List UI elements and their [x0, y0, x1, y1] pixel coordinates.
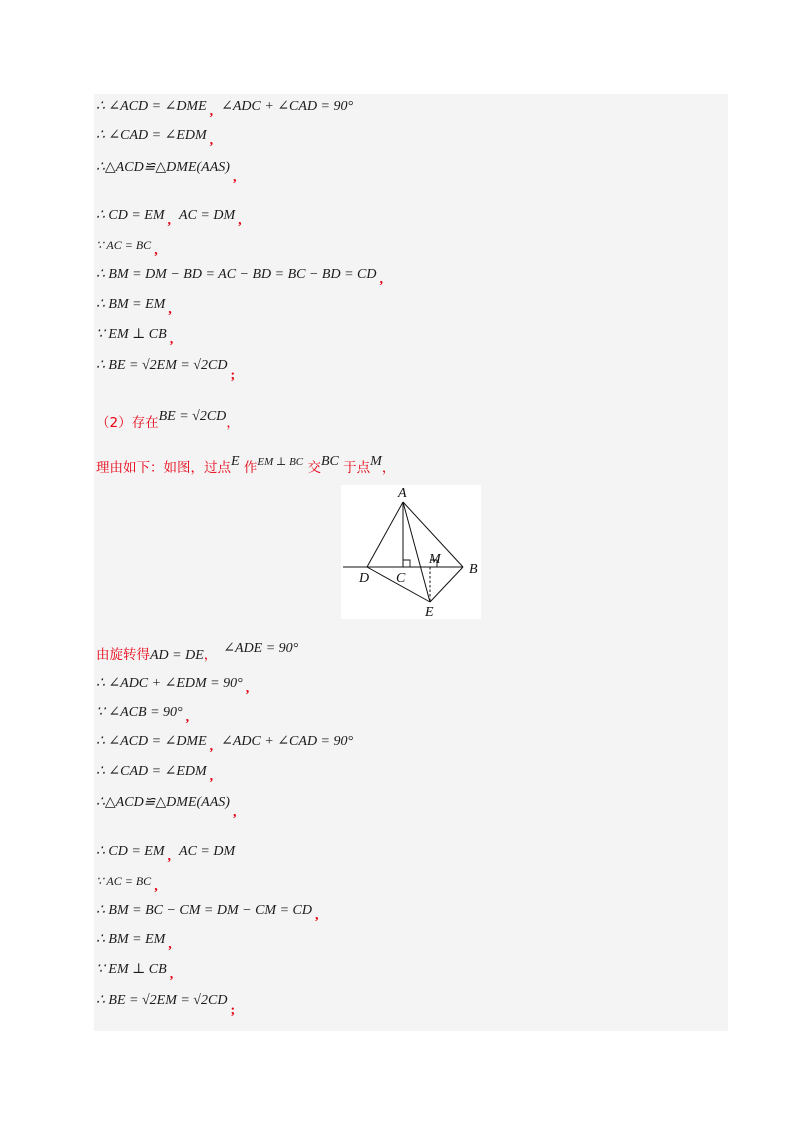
separator: , — [185, 710, 190, 725]
math-text: E — [231, 454, 240, 469]
step-em-perp-cb — [96, 326, 174, 347]
math-text: ∠ADC + ∠CAD = 90° — [221, 99, 354, 114]
math-text: ∠ADC + ∠CAD = 90° — [221, 734, 354, 749]
step-em-perp-cb-2 — [96, 961, 174, 982]
step-acb-90 — [96, 704, 190, 725]
part2-header — [96, 409, 240, 433]
reason-text: 理由如下：如图，过点 — [96, 460, 231, 476]
math-text: ∵ EM ⊥ CB — [96, 962, 167, 977]
reason-line — [96, 454, 396, 478]
step-cd-em — [96, 207, 242, 228]
separator: , — [169, 967, 174, 982]
math-text: ∠ADE = 90° — [223, 641, 299, 656]
math-text: BC — [320, 454, 339, 469]
step-bm-chain-2 — [96, 902, 319, 923]
label-m: M — [429, 552, 441, 567]
separator: , — [168, 302, 172, 317]
math-text: M — [370, 454, 382, 469]
reason-text: 交 — [307, 460, 321, 476]
math-text: ∴ BM = BC − CM = DM − CM = CD — [96, 903, 312, 918]
math-text: ∴ BE = √2EM = √2CD — [96, 358, 228, 373]
geometry-diagram — [341, 485, 481, 619]
separator: ， — [203, 647, 218, 663]
step-angle-cad-edm-2 — [96, 763, 214, 784]
label-c: C — [396, 571, 406, 586]
separator: , — [238, 213, 242, 228]
label-b: B — [469, 562, 478, 577]
separator: , — [167, 213, 172, 228]
step-bm-chain — [96, 266, 383, 287]
separator: , — [154, 243, 158, 258]
right-angle-c — [403, 560, 410, 567]
step-ac-bc-2 — [96, 872, 158, 894]
reason-text: 作 — [243, 460, 258, 476]
separator: , — [209, 769, 214, 784]
math-text: ∵ AC = BC — [96, 238, 152, 252]
label-e: E — [425, 605, 434, 619]
math-text: ∴ BM = DM − BD = AC − BD = BC − BD = CD — [96, 267, 377, 282]
step-be-result — [96, 357, 236, 383]
segment-be — [430, 567, 463, 602]
separator: , — [167, 849, 172, 864]
math-text: ∴ CD = EM — [96, 208, 165, 223]
label-a: A — [398, 486, 407, 501]
math-text: AC = DM — [179, 844, 236, 859]
step-angle-cad-edm — [96, 127, 214, 148]
separator: , — [209, 104, 214, 119]
separator: , — [379, 272, 383, 287]
segment-ad — [367, 502, 403, 567]
separator: , — [232, 170, 237, 185]
reason-text: 于点 — [343, 460, 371, 476]
math-text: EM ⊥ BC — [257, 456, 304, 468]
math-text: AC = DM — [179, 208, 236, 223]
separator: , — [209, 739, 214, 754]
part-label: （2）存在 — [96, 415, 159, 431]
separator: ; — [230, 1003, 236, 1018]
math-text: ∴ ∠ADC + ∠EDM = 90° — [96, 676, 243, 691]
separator: , — [314, 908, 319, 923]
math-text: ∴ ∠ACD = ∠DME — [96, 99, 207, 114]
math-text: AD = DE — [150, 648, 204, 663]
math-text: ∴ CD = EM — [96, 844, 165, 859]
separator: , — [169, 332, 174, 347]
math-text: ∵ EM ⊥ CB — [96, 327, 167, 342]
math-text: ∴ ∠CAD = ∠EDM — [96, 764, 207, 779]
reason-text: 由旋转得 — [96, 647, 150, 663]
separator: , — [245, 681, 250, 696]
separator: , — [154, 879, 158, 894]
step-adc-edm — [96, 675, 250, 696]
step-ac-bc — [96, 236, 158, 258]
math-text: ∴△ACD≌△DME(AAS) — [96, 795, 230, 810]
separator: ， — [226, 415, 240, 431]
separator: ; — [230, 368, 236, 383]
step-bm-em — [96, 296, 172, 317]
math-text: BE = √2CD — [158, 409, 227, 424]
math-text: ∴ BM = EM — [96, 932, 166, 947]
step-congruence — [96, 159, 237, 185]
math-text: ∴ ∠CAD = ∠EDM — [96, 128, 207, 143]
step-cd-em-2 — [96, 843, 236, 864]
math-text: ∵ ∠ACB = 90° — [96, 705, 183, 720]
step-bm-em-2 — [96, 931, 172, 952]
math-text: ∵ AC = BC — [96, 874, 152, 888]
separator: , — [209, 133, 214, 148]
math-text: ∴ ∠ACD = ∠DME — [96, 734, 207, 749]
separator: ， — [381, 460, 396, 476]
math-text: ∴ BM = EM — [96, 297, 166, 312]
separator: , — [232, 805, 237, 820]
step-congruence-2 — [96, 794, 237, 820]
step-be-result-2 — [96, 992, 236, 1018]
step-angle-acd-dme — [96, 98, 354, 119]
rotation-line — [96, 641, 299, 665]
geometry-figure — [341, 485, 481, 619]
math-text: ∴ BE = √2EM = √2CD — [96, 993, 228, 1008]
label-d: D — [359, 571, 370, 586]
separator: , — [168, 937, 172, 952]
step-angle-acd-dme-2 — [96, 733, 354, 754]
math-text: ∴△ACD≌△DME(AAS) — [96, 160, 230, 175]
